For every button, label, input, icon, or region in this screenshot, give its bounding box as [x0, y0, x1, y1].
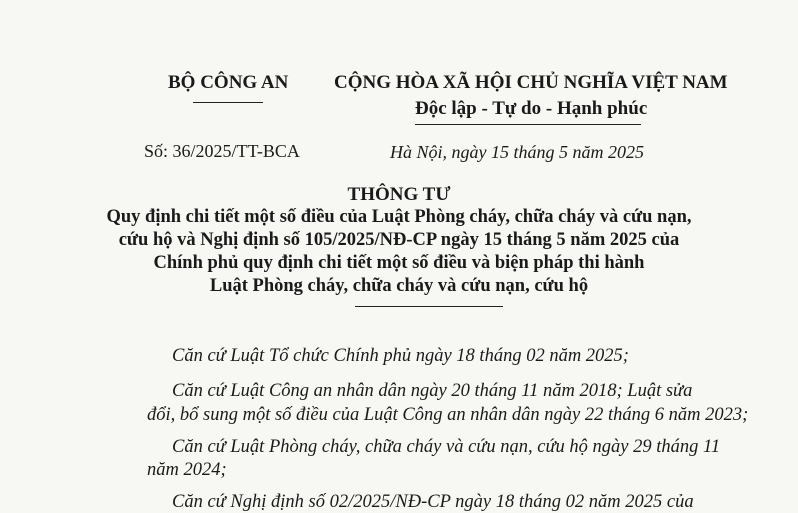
issuing-agency: BỘ CÔNG AN [168, 72, 289, 93]
legal-basis-paragraph: Căn cứ Luật Phòng cháy, chữa cháy và cứu nạn, cứu hộ ngày 29 tháng 11 [172, 437, 721, 457]
title-line: Chính phủ quy định chi tiết một số điều và biện pháp thi hành [153, 253, 645, 273]
document-type: THÔNG TƯ [347, 184, 451, 205]
legal-basis-paragraph: Căn cứ Nghị định số 02/2025/NĐ-CP ngày 18 tháng 02 năm 2025 của [172, 492, 694, 512]
document-title [0, 206, 798, 298]
national-title: CỘNG HÒA XÃ HỘI CHỦ NGHĨA VIỆT NAM [334, 72, 728, 93]
motto-underline [415, 124, 641, 125]
place-and-date: Hà Nội, ngày 15 tháng 5 năm 2025 [390, 142, 644, 162]
legal-basis-paragraph-continuation: đổi, bổ sung một số điều của Luật Công an nhân dân ngày 22 tháng 6 năm 2023; [147, 405, 749, 425]
legal-basis-paragraph-continuation: năm 2024; [147, 460, 227, 480]
title-line: Quy định chi tiết một số điều của Luật Phòng cháy, chữa cháy và cứu nạn, [106, 207, 692, 227]
national-motto: Độc lập - Tự do - Hạnh phúc [415, 98, 648, 119]
title-line: cứu hộ và Nghị định số 105/2025/NĐ-CP ngày 15 tháng 5 năm 2025 của [118, 230, 680, 250]
agency-underline [193, 102, 263, 103]
document-number: Số: 36/2025/TT-BCA [144, 141, 300, 161]
legal-basis-paragraph: Căn cứ Luật Tổ chức Chính phủ ngày 18 tháng 02 năm 2025; [172, 346, 629, 366]
title-line: Luật Phòng cháy, chữa cháy và cứu nạn, cứu hộ [209, 276, 589, 296]
title-underline [355, 306, 503, 307]
legal-basis-paragraph: Căn cứ Luật Công an nhân dân ngày 20 tháng 11 năm 2018; Luật sửa [172, 381, 693, 401]
